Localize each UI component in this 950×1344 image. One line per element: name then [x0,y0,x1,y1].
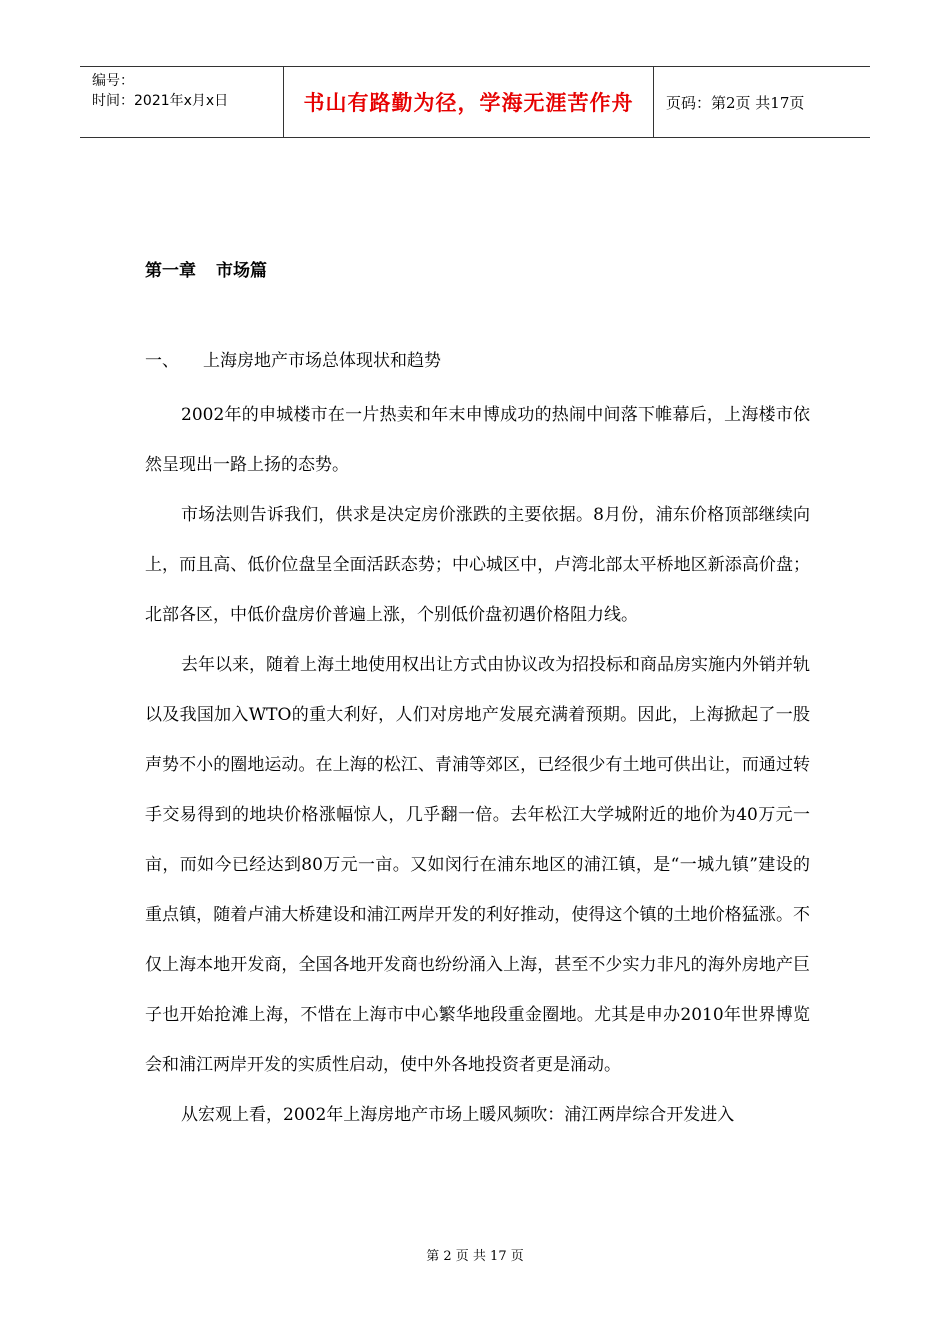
paragraph: 2002年的申城楼市在一片热卖和年末申博成功的热闹中间落下帷幕后，上海楼市依然呈现出一路上扬的态势。 [145,405,810,475]
paragraph: 市场法则告诉我们，供求是决定房价涨跌的主要依据。8月份，浦东价格顶部继续向上，而且高、低价位盘呈全面活跃态势；中心城区中，卢湾北部太平桥地区新添高价盘；北部各区，中低价盘房价普遍上涨，个别低价盘初遇价格阻力线。 [145,505,810,625]
header-meta [80,67,283,137]
section-heading [145,346,441,371]
header-page-info: 页码：第2页 共17页 [666,93,805,112]
page-footer: 第 2 页 共 17 页 [426,1249,524,1264]
header-motto: 书山有路勤为径，学海无涯苦作舟 [283,67,654,137]
time-label: 时间：2021年x月x日 [92,93,229,109]
body-text [145,390,810,1140]
section-number: 一、 [145,351,179,371]
page-header [80,66,870,138]
chapter-number: 第一章 [145,261,196,281]
section-title: 上海房地产市场总体现状和趋势 [203,351,441,371]
number-label: 编号： [92,73,134,89]
chapter-heading [145,256,267,281]
paragraph: 从宏观上看，2002年上海房地产市场上暖风频吹：浦江两岸综合开发进入 [181,1105,735,1125]
paragraph: 去年以来，随着上海土地使用权出让方式由协议改为招投标和商品房实施内外销并轨以及我国加入WTO的重大利好，人们对房地产发展充满着预期。因此，上海掀起了一股声势不小的圈地运动。在上海的松江、青浦等郊区，已经很少有土地可供出让，而通过转手交易得到的地块价格涨幅惊人，几乎翻一倍。去年松江大学城附近的地价为40万元一亩，而如今已经达到80万元一亩。又如闵行在浦东地区的浦江镇，是“一城九镇”建设的重点镇，随着卢浦大桥建设和浦江两岸开发的利好推动，使得这个镇的土地价格猛涨。不仅上海本地开发商，全国各地开发商也纷纷涌入上海，甚至不少实力非凡的海外房地产巨子也开始抢滩上海，不惜在上海市中心繁华地段重金圈地。尤其是申办2010年世界博览会和浦江两岸开发的实质性启动，使中外各地投资者更是涌动。 [145,655,810,1075]
chapter-title: 市场篇 [216,261,267,281]
